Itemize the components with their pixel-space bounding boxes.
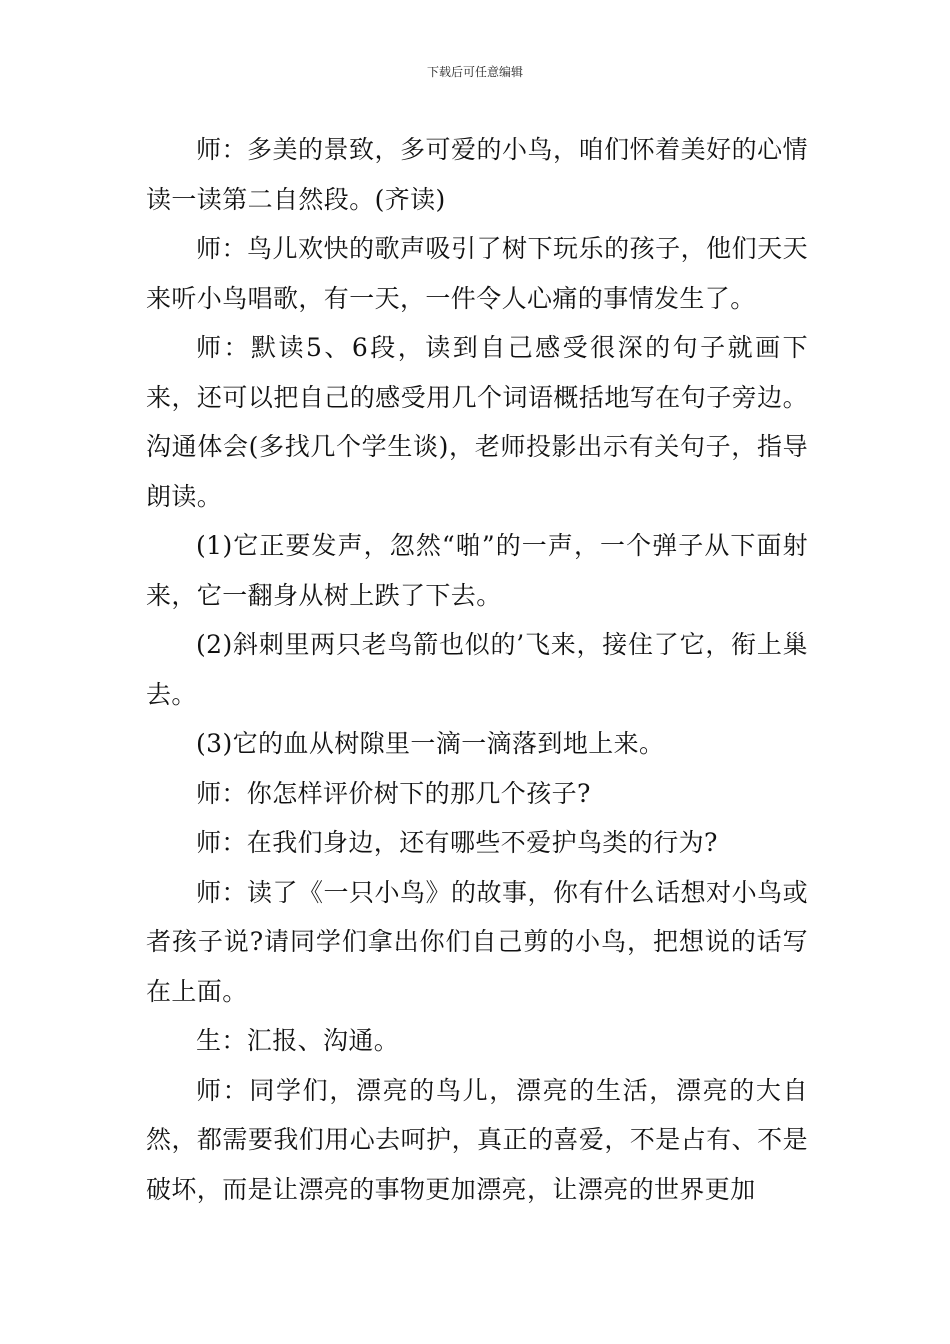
- page-header: 下载后可任意编辑: [426, 65, 523, 79]
- paragraph-6: 师：读了《一只小鸟》的故事，你有什么话想对小鸟或者孩子说?请同学们拿出你们自己剪的小鸟，把想说的话写在上面。: [146, 877, 808, 1006]
- quote-2: (2)斜刺里两只老鸟箭也似的’飞来，接住了它，衔上巢去。: [146, 630, 808, 709]
- paragraph-1: 师：多美的景致，多可爱的小鸟，咱们怀着美好的心情读一读第二自然段。(齐读): [146, 135, 808, 214]
- paragraph-4: 师：你怎样评价树下的那几个孩子?: [196, 778, 591, 808]
- paragraph-2: 师：鸟儿欢快的歌声吸引了树下玩乐的孩子，他们天天来听小鸟唱歌，有一天，一件令人心痛的事情发生了。: [146, 234, 808, 313]
- paragraph-3: 师：默读5、6段，读到自己感受很深的句子就画下来，还可以把自己的感受用几个词语概括地写在句子旁边。沟通体会(多找几个学生谈)，老师投影出示有关句子，指导朗读。: [146, 333, 808, 511]
- paragraph-5: 师：在我们身边，还有哪些不爱护鸟类的行为?: [196, 828, 718, 857]
- document-body: [146, 125, 808, 1214]
- quote-1: (1)它正要发声，忽然“啪”的一声，一个弹子从下面射来，它一翻身从树上跌了下去。: [146, 531, 808, 610]
- quote-3: (3)它的血从树隙里一滴一滴落到地上来。: [196, 729, 665, 758]
- paragraph-7: 生：汇报、沟通。: [196, 1026, 400, 1055]
- paragraph-8: 师：同学们，漂亮的鸟儿，漂亮的生活，漂亮的大自然，都需要我们用心去呵护，真正的喜爱，不是占有、不是破坏，而是让漂亮的事物更加漂亮，让漂亮的世界更加: [146, 1075, 808, 1204]
